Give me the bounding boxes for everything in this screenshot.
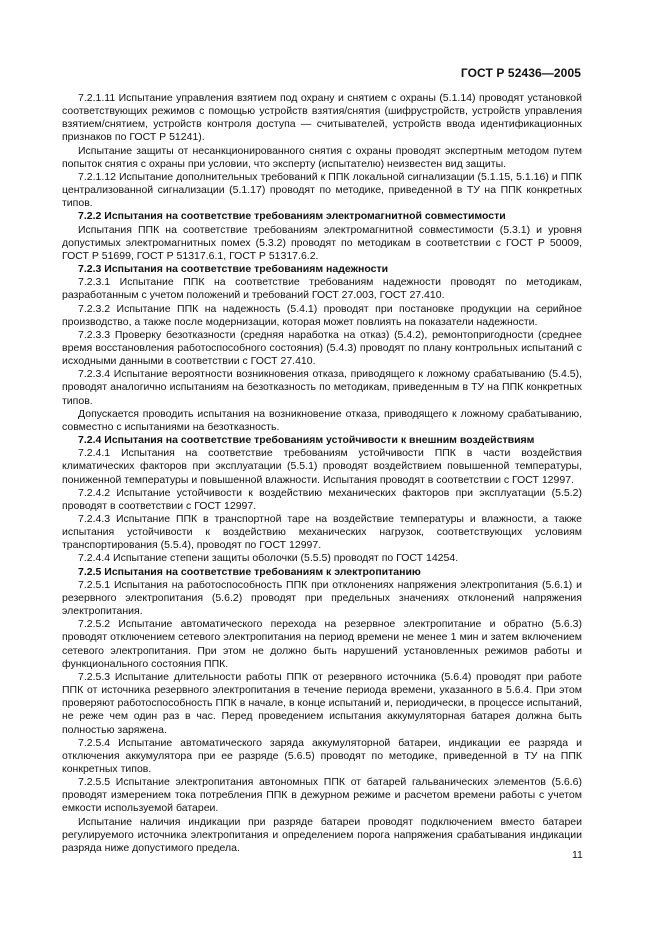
paragraph-protection-test: Испытание защиты от несанкционированного снятия с охраны проводят экспертным методом путем попыток снятия с охраны при условии, что эксперту (испытателю) неизвестен вид защиты. xyxy=(62,144,582,170)
paragraph-7-2-5-2: 7.2.5.2 Испытание автоматического перехода на резервное электропитание и обратно (5.6.3) проводят отключением сетевого электропитания на период времени не менее 1 мин и затем включением сетевого электропитания. При этом не должно быть нарушений установленных режимов работы и функционального состояния ППК. xyxy=(62,618,582,670)
paragraph-7-2-5-4: 7.2.5.4 Испытание автоматического заряда аккумуляторной батареи, индикации ее разряда и отключения аккумулятора при ее разряде (5.6.5) проводят по методике, приведенной в ТУ на ППК конкретных типов. xyxy=(62,736,582,775)
paragraph-false-alarm-tests: Допускается проводить испытания на возникновение отказа, приводящего к ложному срабатыванию, совместно с испытаниями на безотказность. xyxy=(62,407,582,433)
paragraph-7-2-3-2: 7.2.3.2 Испытание ППК на надежность (5.4.1) проводят при постановке продукции на серийное производство, а также после модернизации, которая может повлиять на показатели надежности. xyxy=(62,302,582,328)
paragraph-7-2-3-3: 7.2.3.3 Проверку безотказности (средняя наработка на отказ) (5.4.2), ремонтопригодности (среднее время восстановления работоспособного состояния) (5.4.3) проводят по плану контрольных испытаний с исходными данными в соответствии с ГОСТ 27.410. xyxy=(62,328,582,368)
paragraph-7-2-3-1: 7.2.3.1 Испытание ППК на соответствие требованиям надежности проводят по методикам, разработанным с учетом положений и требований ГОСТ 27.003, ГОСТ 27.410. xyxy=(62,276,582,302)
section-heading-7-2-2: 7.2.2 Испытания на соответствие требованиям электромагнитной совместимости xyxy=(78,210,506,223)
paragraph-7-2-5-3: 7.2.5.3 Испытание длительности работы ППК от резервного источника (5.6.4) проводят при работе ППК от источника резервного электропитания в течение периода времени, указанного в 5.6.4. При этом проверяют работоспособность ППК в начале, в конце испытаний и, периодически, в процессе испытаний, не реже чем один раз в час. Перед проведением испытания аккумуляторная батарея должна быть полностью заряжена. xyxy=(62,670,582,736)
standard-number-header: ГОСТ Р 52436—2005 xyxy=(460,66,581,80)
paragraph-7-2-5-1: 7.2.5.1 Испытания на работоспособность ППК при отклонениях напряжения электропитания (5.6.1) и резервного электропитания (5.6.2) проводят при предельных значениях отклонений напряжения электропитания. xyxy=(62,578,582,618)
paragraph-7-2-4-3: 7.2.4.3 Испытание ППК в транспортной таре на воздействие температуры и влажности, а также испытания устойчивости к воздействию механических нагрузок, соответствующих условиям транспортирования (5.5.4), проводят по ГОСТ 12997. xyxy=(62,513,582,552)
paragraph-battery-indication-test: Испытание наличия индикации при разряде батареи проводят подключением вместо батареи регулируемого источника электропитания и определением порога напряжения срабатывания индикации разряда ниже допустимого предела. xyxy=(62,815,582,854)
section-heading-7-2-3: 7.2.3 Испытания на соответствие требованиям надежности xyxy=(78,263,389,276)
page-number: 11 xyxy=(572,849,583,861)
paragraph-7-2-1-11: 7.2.1.11 Испытание управления взятием под охрану и снятием с охраны (5.1.14) проводят установкой соответствующих режимов с помощью устройств взятия/снятия (шифрустройств, устройств управления взятием/снятием, устройств контроля доступа — считывателей, устройств ввода идентификационных признаков по ГОСТ Р 51241). xyxy=(62,92,582,144)
paragraph-7-2-4-4: 7.2.4.4 Испытание степени защиты оболочки (5.5.5) проводят по ГОСТ 14254. xyxy=(78,552,459,565)
paragraph-emc-tests: Испытания ППК на соответствие требованиям электромагнитной совместимости (5.3.1) и уровня допустимых электромагнитных помех (5.3.2) проводят по методикам в соответствии с ГОСТ Р 50009, ГОСТ Р 51699, ГОСТ Р 51317.6.1, ГОСТ Р 51317.6.2. xyxy=(62,223,582,262)
paragraph-7-2-5-5: 7.2.5.5 Испытание электропитания автономных ППК от батарей гальванических элементов (5.6.6) проводят измерением тока потребления ППК в дежурном режиме и расчетом времени работы с учетом емкости используемой батареи. xyxy=(62,776,582,815)
paragraph-7-2-4-2: 7.2.4.2 Испытание устойчивости к воздействию механических факторов при эксплуатации (5.5.2) проводят в соответствии с ГОСТ 12997. xyxy=(62,486,582,512)
paragraph-7-2-1-12: 7.2.1.12 Испытание дополнительных требований к ППК локальной сигнализации (5.1.15, 5.1.16) и ППК централизованной сигнализации (5.1.17) проводят по методике, приведенной в ТУ на ППК конкретных типов. xyxy=(62,170,582,210)
section-heading-7-2-5: 7.2.5 Испытания на соответствие требованиям к электропитанию xyxy=(78,565,421,578)
document-body xyxy=(62,92,582,855)
paragraph-7-2-4-1: 7.2.4.1 Испытания на соответствие требованиям устойчивости ППК в части воздействия климатических факторов при эксплуатации (5.5.1) проводят воздействием повышенной температуры, пониженной температуры и повышенной влажности. Испытания проводят в соответствии с ГОСТ 12997. xyxy=(62,447,582,486)
paragraph-7-2-3-4: 7.2.3.4 Испытание вероятности возникновения отказа, приводящего к ложному срабатыванию (5.4.5), проводят аналогично испытаниям на безотказность по методикам, приведенным в ТУ на ППК конкретных типов. xyxy=(62,368,582,407)
section-heading-7-2-4: 7.2.4 Испытания на соответствие требованиям устойчивости к внешним воздействиям xyxy=(78,434,535,447)
